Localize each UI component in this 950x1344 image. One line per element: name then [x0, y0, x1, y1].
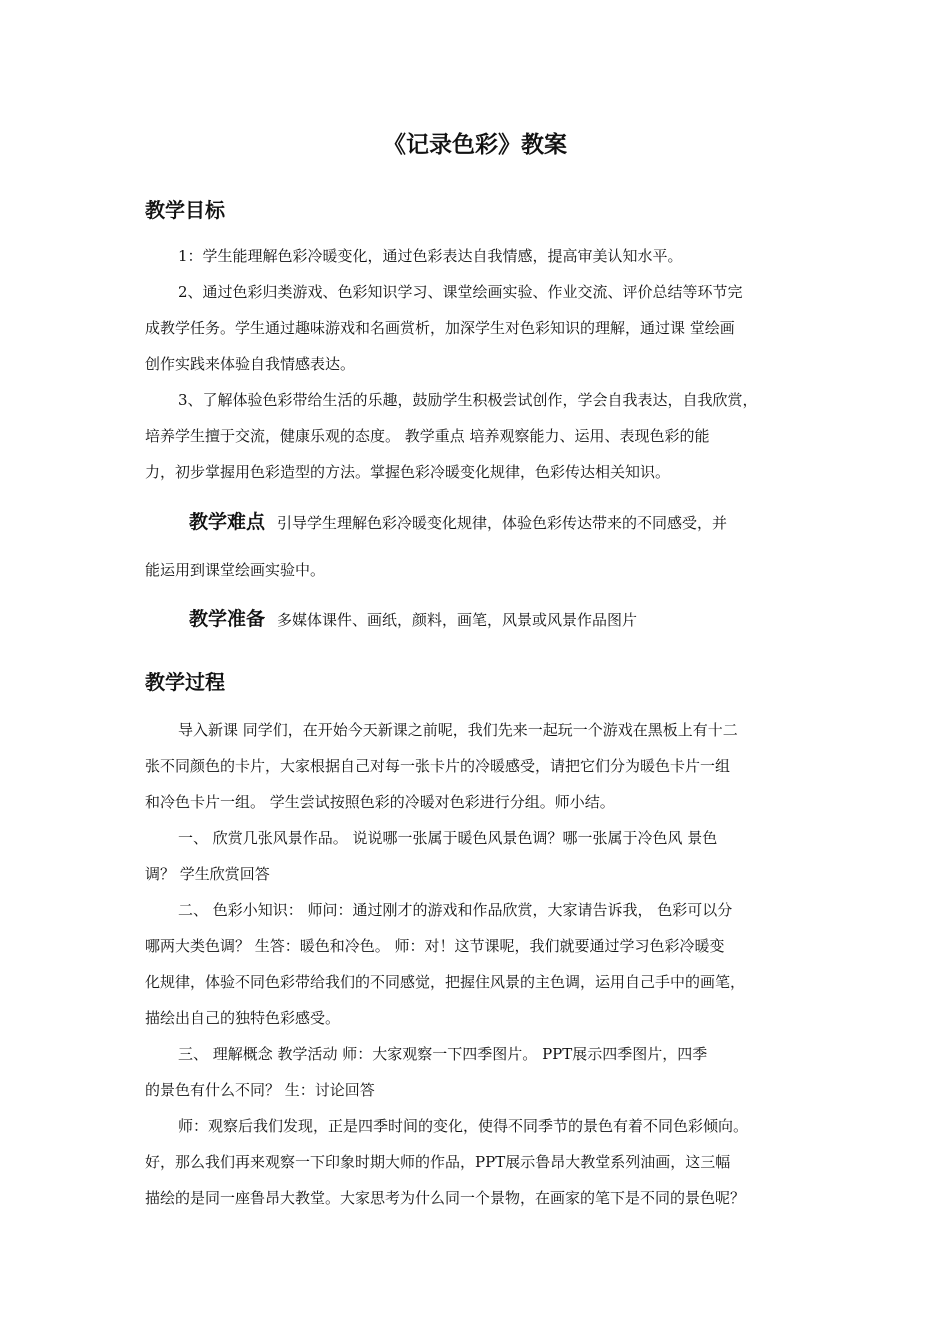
goals-paragraph [145, 238, 820, 490]
process-line: 二、 色彩小知识： 师问：通过刚才的游戏和作品欣赏，大家请告诉我， 色彩可以分 [178, 901, 733, 919]
process-paragraph [145, 712, 820, 1216]
heading-difficulty: 教学难点 [189, 511, 266, 533]
difficulty-paragraph-cont [145, 552, 820, 588]
goals-line: 成教学任务。学生通过趣味游戏和名画赏析，加深学生对色彩知识的理解，通过课 堂绘画 [145, 319, 735, 337]
goals-line: 1：学生能理解色彩冷暖变化，通过色彩表达自我情感，提高审美认知水平。 [178, 247, 683, 265]
heading-preparation: 教学准备 [189, 608, 266, 630]
goals-line: 2、通过色彩归类游戏、色彩知识学习、课堂绘画实验、作业交流、评价总结等环节完 [178, 283, 743, 301]
difficulty-line: 能运用到课堂绘画实验中。 [145, 561, 326, 579]
process-line: 描绘的是同一座鲁昂大教堂。大家思考为什么同一个景物，在画家的笔下是不同的景色呢？ [145, 1189, 746, 1207]
prep-paragraph [145, 601, 820, 638]
process-line: 三、 理解概念 教学活动 师：大家观察一下四季图片。 PPT展示四季图片，四季 [178, 1045, 708, 1063]
difficulty-line [145, 504, 820, 541]
goals-line: 培养学生擅于交流，健康乐观的态度。 教学重点 培养观察能力、运用、表现色彩的能 [145, 427, 710, 445]
heading-teaching-goals: 教学目标 [145, 198, 225, 222]
goals-line: 3、了解体验色彩带给生活的乐趣，鼓励学生积极尝试创作，学会自我表达，自我欣赏， [178, 391, 758, 409]
process-line: 的景色有什么不同？ 生：讨论回答 [145, 1081, 375, 1099]
process-line: 好，那么我们再来观察一下印象时期大师的作品，PPT展示鲁昂大教堂系列油画，这三幅 [145, 1153, 731, 1171]
process-line: 调？ 学生欣赏回答 [145, 865, 270, 883]
difficulty-paragraph [145, 504, 820, 541]
process-line: 描绘出自己的独特色彩感受。 [145, 1009, 341, 1027]
process-line: 和冷色卡片一组。 学生尝试按照色彩的冷暖对色彩进行分组。师小结。 [145, 793, 615, 811]
prep-text: 多媒体课件、画纸，颜料，画笔，风景或风景作品图片 [277, 611, 638, 629]
process-line: 导入新课 同学们，在开始今天新课之前呢，我们先来一起玩一个游戏在黑板上有十二 [178, 721, 738, 739]
difficulty-text: 引导学生理解色彩冷暖变化规律，体验色彩传达带来的不同感受，并 [277, 514, 728, 532]
process-line: 张不同颜色的卡片，大家根据自己对每一张卡片的冷暖感受，请把它们分为暖色卡片一组 [145, 757, 731, 775]
process-line: 化规律，体验不同色彩带给我们的不同感觉，把握住风景的主色调，运用自己手中的画笔， [145, 973, 746, 991]
process-line: 师：观察后我们发现，正是四季时间的变化，使得不同季节的景色有着不同色彩倾向。 [178, 1117, 749, 1135]
document-title: 《记录色彩》教案 [383, 132, 567, 158]
heading-teaching-process: 教学过程 [145, 670, 225, 694]
process-line: 一、 欣赏几张风景作品。 说说哪一张属于暖色风景色调？哪一张属于冷色风 景色 [178, 829, 718, 847]
process-line: 哪两大类色调？ 生答：暖色和冷色。 师：对！这节课呢，我们就要通过学习色彩冷暖变 [145, 937, 725, 955]
goals-line: 创作实践来体验自我情感表达。 [145, 355, 356, 373]
goals-line: 力，初步掌握用色彩造型的方法。掌握色彩冷暖变化规律，色彩传达相关知识。 [145, 463, 671, 481]
prep-line [145, 601, 820, 638]
